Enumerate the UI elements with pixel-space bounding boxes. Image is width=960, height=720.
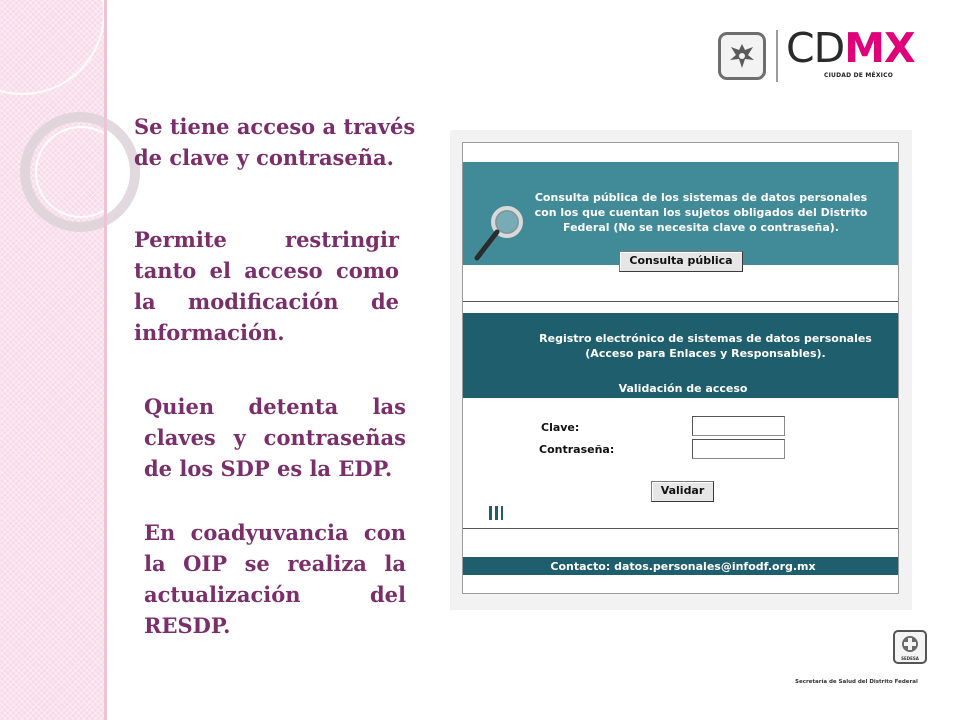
sedesa-label: SEDESA xyxy=(901,656,919,661)
eagle-seal-icon xyxy=(718,32,766,80)
registro-description: Registro electrónico de sistemas de datos personales (Acceso para Enlaces y Responsables). xyxy=(539,332,872,360)
magnifier-icon xyxy=(471,202,527,268)
consulta-publica-button[interactable]: Consulta pública xyxy=(619,251,743,272)
decorative-ring xyxy=(0,0,105,95)
consulta-description: Consulta pública de los sistemas de datos personales con los que cuentan los sujetos obligados del Distrito Federal (No se necesita clave o contraseña). xyxy=(534,191,868,234)
secretaria-text: Secretaría de Salud del Distrito Federal xyxy=(795,679,918,685)
logo-divider xyxy=(776,30,778,82)
decorative-left-band xyxy=(0,0,106,720)
infodf-logo-icon xyxy=(481,490,511,550)
contacto-text: Contacto: datos.personales@infodf.org.mx xyxy=(550,560,816,573)
validar-button[interactable]: Validar xyxy=(651,481,714,502)
password-label: Contraseña: xyxy=(539,443,615,456)
cdmx-logo xyxy=(716,24,930,85)
validacion-title: Validación de acceso xyxy=(618,382,748,395)
clave-label: Clave: xyxy=(541,421,580,434)
sedesa-icon xyxy=(899,635,921,655)
password-input[interactable] xyxy=(692,439,785,459)
divider xyxy=(463,528,898,529)
paragraph-keys-holder: Quien detenta las claves y contraseñas de los SDP es la EDP. xyxy=(144,394,406,481)
clave-input[interactable] xyxy=(692,416,785,436)
divider xyxy=(463,301,898,302)
sedesa-logo xyxy=(893,630,927,664)
decorative-ring xyxy=(35,126,127,218)
paragraph-access: Se tiene acceso a través de clave y contraseña. xyxy=(134,114,416,170)
logo-wordmark: CDMX xyxy=(786,24,915,72)
left-band-edge xyxy=(104,0,107,720)
system-screenshot xyxy=(462,142,899,594)
logo-subtitle: CIUDAD DE MÉXICO xyxy=(824,72,894,79)
paragraph-coadyuvancia: En coadyuvancia con la OIP se realiza la actualización del RESDP. xyxy=(144,520,406,638)
paragraph-restrict: Permite restringir tanto el acceso como la modificación de información. xyxy=(134,227,399,345)
